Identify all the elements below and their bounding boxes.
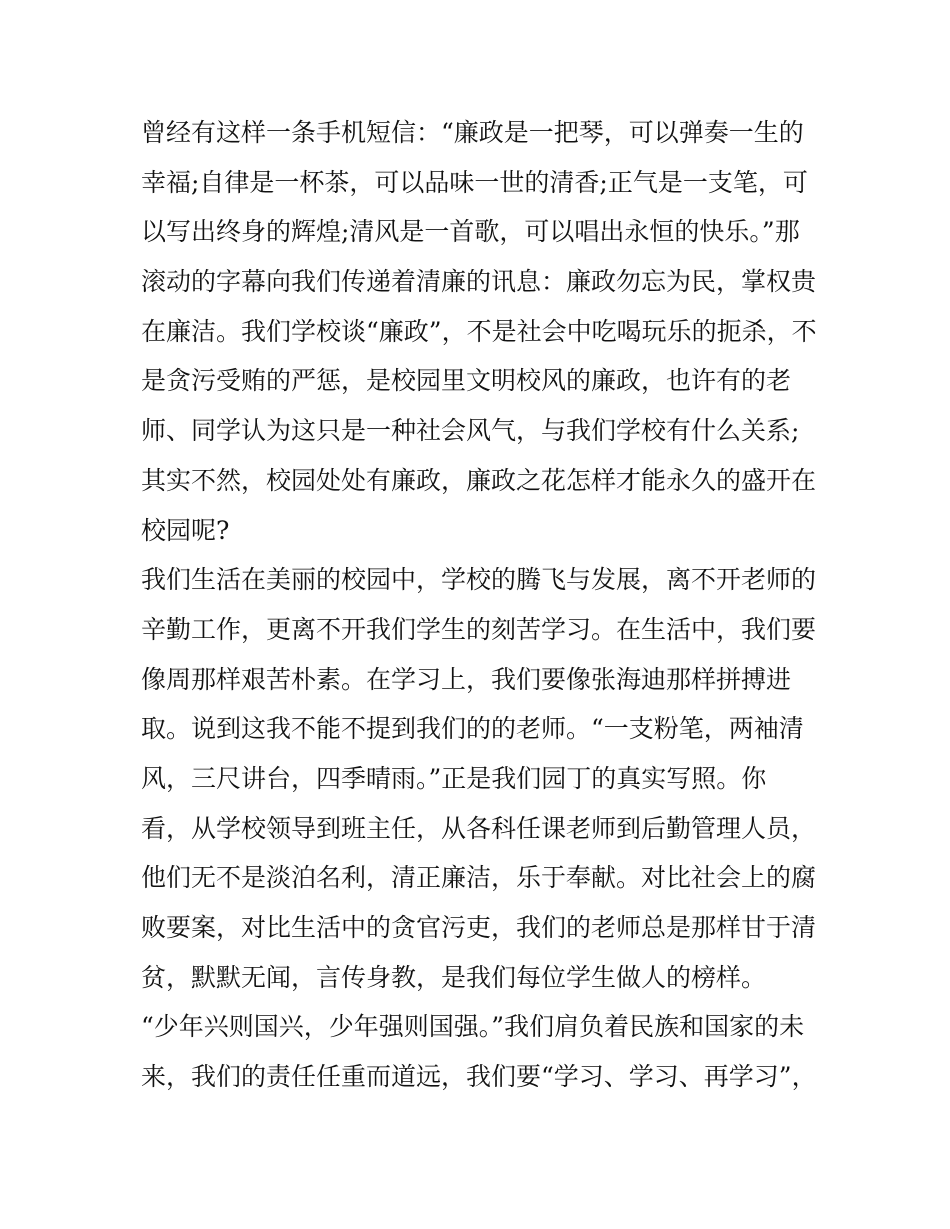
text-line: 辛勤工作，更离不开我们学生的刻苦学习。在生活中，我们要 <box>141 614 817 644</box>
text-line: 师、同学认为这只是一种社会风气，与我们学校有什么关系; <box>141 416 800 446</box>
text-line: “少年兴则国兴，少年强则国强。”我们肩负着民族和国家的未 <box>141 1012 805 1042</box>
text-line: 滚动的字幕向我们传递着清廉的讯息：廉政勿忘为民，掌权贵 <box>141 267 817 297</box>
text-line: 来，我们的责任任重而道远，我们要“学习、学习、再学习”， <box>141 1062 817 1092</box>
document-body <box>141 108 817 1102</box>
text-line: 败要案，对比生活中的贪官污吏，我们的老师总是那样甘于清 <box>141 913 817 942</box>
text-line: 是贪污受贿的严惩，是校园里文明校风的廉政，也许有的老 <box>141 366 792 396</box>
text-line: 他们无不是淡泊名利，清正廉洁，乐于奉献。对比社会上的腐 <box>141 863 817 893</box>
text-line: 以写出终身的辉煌;清风是一首歌，可以唱出永恒的快乐。”那 <box>141 217 800 247</box>
paragraph-3 <box>141 1002 817 1101</box>
text-line: 曾经有这样一条手机短信：“廉政是一把琴，可以弹奏一生的 <box>141 118 804 147</box>
text-line: 取。说到这我不能不提到我们的的老师。“一支粉笔，两袖清 <box>141 714 804 744</box>
text-line: 像周那样艰苦朴素。在学习上，我们要像张海迪那样拼搏进 <box>141 664 792 694</box>
text-line: 幸福;自律是一杯茶，可以品味一世的清香;正气是一支笔，可 <box>141 167 808 197</box>
text-line: 看，从学校领导到班主任，从各科任课老师到后勤管理人员， <box>141 813 817 843</box>
paragraph-1 <box>141 108 817 555</box>
text-line: 其实不然，校园处处有廉政，廉政之花怎样才能永久的盛开在 <box>141 465 817 495</box>
text-line: 风，三尺讲台，四季晴雨。”正是我们园丁的真实写照。你 <box>141 763 767 793</box>
text-line: 我们生活在美丽的校园中，学校的腾飞与发展，离不开老师的 <box>141 565 817 595</box>
text-line: 贫，默默无闻，言传身教，是我们每位学生做人的榜样。 <box>141 962 767 992</box>
text-line: 校园呢? <box>141 515 230 545</box>
text-line: 在廉洁。我们学校谈“廉政”，不是社会中吃喝玩乐的扼杀，不 <box>141 316 817 346</box>
paragraph-2 <box>141 555 817 1002</box>
